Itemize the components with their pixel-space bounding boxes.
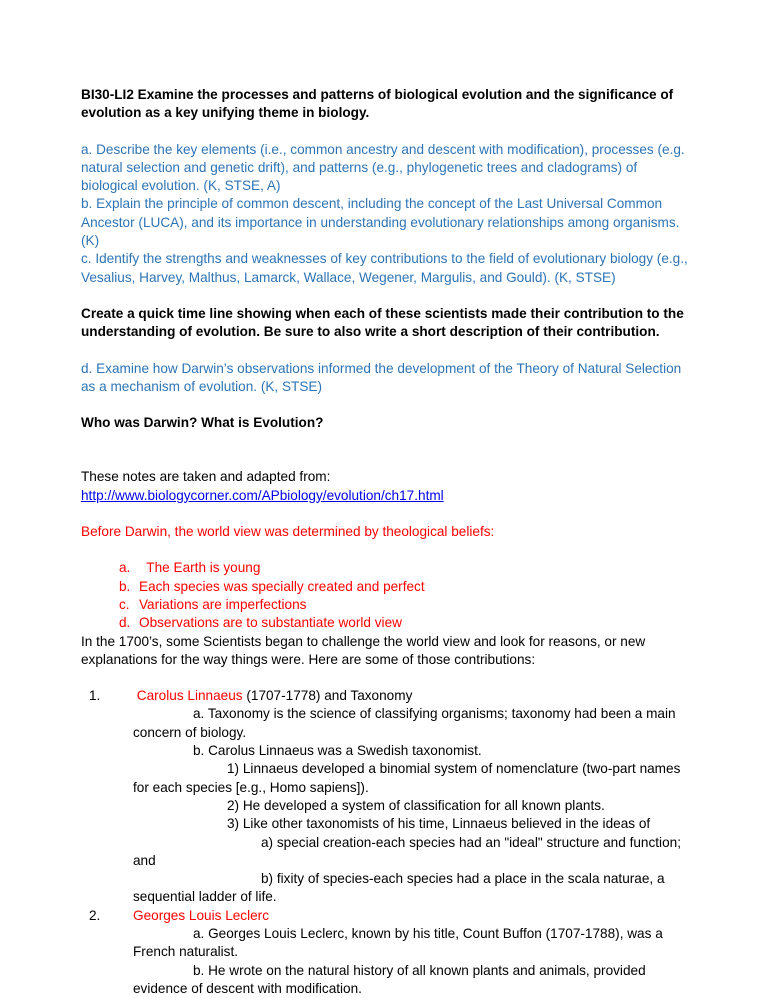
world-view-list: [81, 559, 693, 632]
intro-1700s: In the 1700’s, some Scientists began to challenge the world view and look for reasons, or new explanations for the way things were. Here are some of those contributions:: [81, 633, 646, 667]
list-item: a. The Earth is young: [119, 560, 261, 576]
outcome-title: BI30-LI2 Examine the processes and patterns of biological evolution and the significance of evolution as a key unifying theme in biology.: [81, 87, 674, 121]
document-body: [81, 86, 693, 998]
scientist-linnaeus: 1. Carolus Linnaeus (1707-1778) and Taxonomy a. Taxonomy is the science of classifying organisms; taxonomy had been a main concern of biology. b. Carolus Linnaeus was a Swedish taxonomist. 1) Linnaeus developed a binomial system of nomenclature (two-part names for each species [e.g., Homo sapiens]). 2) He developed a system of classification for all known plants. 3) Like other taxonomists of his time, Linnaeus believed in the ideas of a) special creation-each species had an "ideal" structure and function; and b) fixity of species-each species had a place in the scala naturae, a sequential ladder of life.: [89, 688, 681, 905]
list-item: c. Variations are imperfections: [119, 596, 307, 612]
timeline-task: Create a quick time line showing when each of these scientists made their contribution to the understanding of evolution. Be sure to also write a short description of their contribution.: [81, 305, 684, 340]
outcome-b: b. Explain the principle of common descent, including the concept of the Last Universal Common Ancestor (LUCA), and its importance in understanding evolutionary relationships among organisms. (K): [81, 196, 680, 249]
scientist-name: Georges Louis Leclerc: [133, 907, 270, 923]
list-item: d. Observations are to substantiate world view: [119, 615, 402, 631]
darwin-question: Who was Darwin? What is Evolution?: [81, 415, 324, 431]
scientist-name: Carolus Linnaeus: [133, 688, 243, 704]
source-link[interactable]: http://www.biologycorner.com/APbiology/evolution/ch17.html: [81, 487, 444, 503]
outcome-c: c. Identify the strengths and weaknesses of key contributions to the field of evolutionary biology (e.g., Vesalius, Harvey, Malthus, Lamarck, Wallace, Wegener, Margulis, and Gould). (K, STSE): [81, 251, 688, 285]
list-item: b. Each species was specially created and perfect: [119, 578, 425, 594]
outcome-a: a. Describe the key elements (i.e., common ancestry and descent with modification), processes (e.g. natural selection and genetic drift), and patterns (e.g., phylogenetic trees and cladograms) of biological evolution. (K, STSE, A): [81, 141, 685, 194]
before-darwin-heading: Before Darwin, the world view was determined by theological beliefs:: [81, 524, 495, 540]
source-intro: These notes are taken and adapted from:: [81, 469, 331, 485]
outcome-d: d. Examine how Darwin’s observations informed the development of the Theory of Natural Selection as a mechanism of evolution. (K, STSE): [81, 360, 682, 394]
scientist-leclerc: 2. Georges Louis Leclerc a. Georges Louis Leclerc, known by his title, Count Buffon (1707-1788), was a French naturalist. b. He wrote on the natural history of all known plants and animals, provided evidence of descent with modification.: [89, 907, 663, 996]
